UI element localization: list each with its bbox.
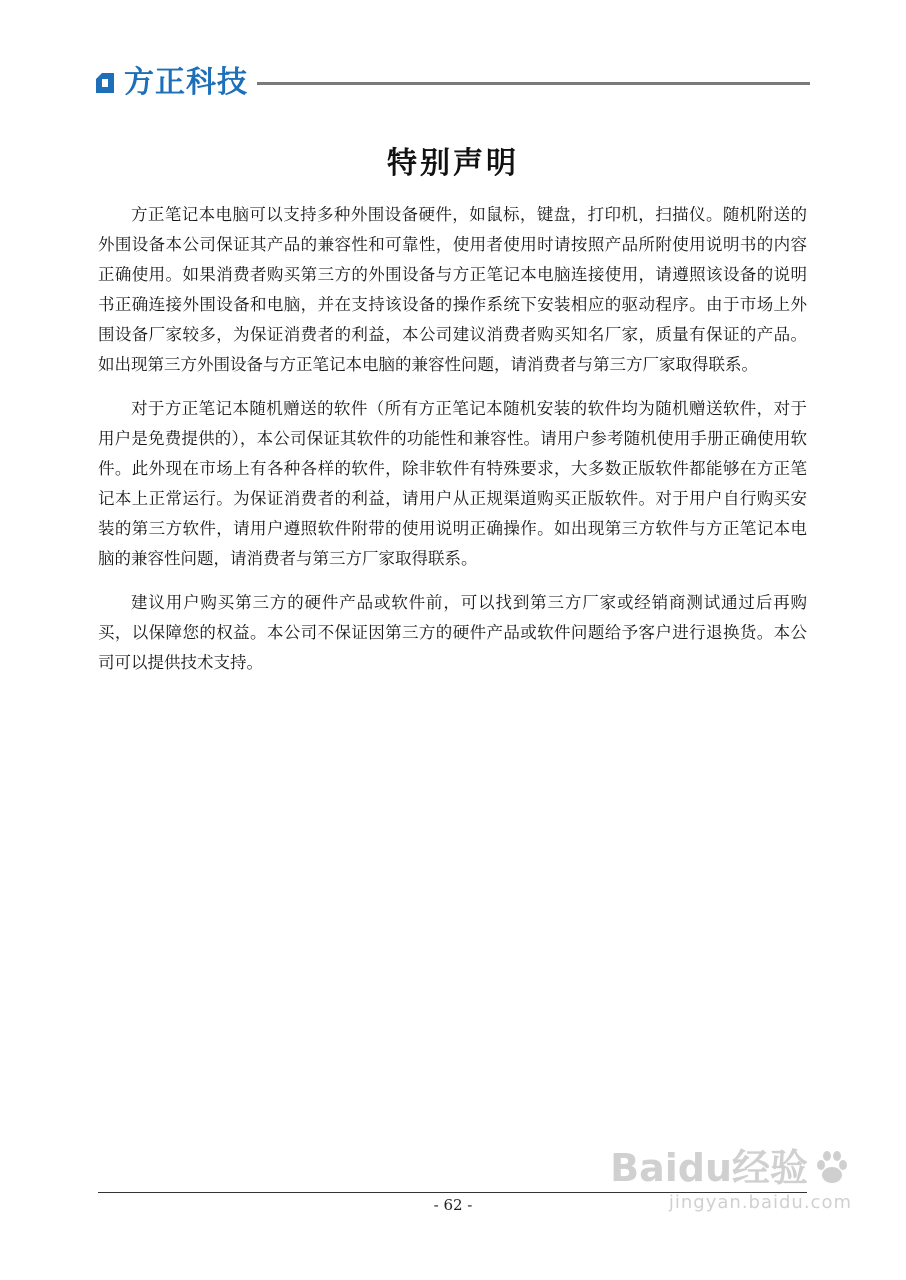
page-header bbox=[92, 62, 810, 102]
page-number: - 62 - bbox=[433, 1196, 473, 1214]
page-title: 特别声明 bbox=[387, 146, 519, 181]
header-rule bbox=[257, 82, 810, 85]
founder-logo bbox=[92, 66, 248, 100]
founder-logo-icon bbox=[92, 70, 118, 96]
paragraph-peripherals: 方正笔记本电脑可以支持多种外围设备硬件，如鼠标，键盘，打印机，扫描仪。随机附送的外围设备本公司保证其产品的兼容性和可靠性，使用者使用时请按照产品所附使用说明书的内容正确使用。如果消费者购买第三方的外围设备与方正笔记本电脑连接使用，请遵照该设备的说明书正确连接外围设备和电脑，并在支持该设备的操作系统下安装相应的驱动程序。由于市场上外围设备厂家较多，为保证消费者的利益，本公司建议消费者购买知名厂家，质量有保证的产品。如出现第三方外围设备与方正笔记本电脑的兼容性问题，请消费者与第三方厂家取得联系。 bbox=[98, 205, 807, 374]
watermark-url: jingyan.baidu.com bbox=[668, 1192, 852, 1213]
baidu-watermark bbox=[610, 1146, 852, 1213]
paragraph-recommendation: 建议用户购买第三方的硬件产品或软件前，可以找到第三方厂家或经销商测试通过后再购买，以保障您的权益。本公司不保证因第三方的硬件产品或软件问题给予客户进行退换货。本公司可以提供技术支持。 bbox=[98, 593, 807, 672]
logo-text: 方正科技 bbox=[124, 65, 248, 100]
watermark-text: Baidu经验 bbox=[610, 1146, 808, 1190]
baidu-paw-icon bbox=[812, 1148, 852, 1188]
document-body bbox=[98, 200, 807, 692]
paragraph-software: 对于方正笔记本随机赠送的软件（所有方正笔记本随机安装的软件均为随机赠送软件，对于用户是免费提供的），本公司保证其软件的功能性和兼容性。请用户参考随机使用手册正确使用软件。此外现在市场上有各种各样的软件，除非软件有特殊要求，大多数正版软件都能够在方正笔记本上正常运行。为保证消费者的利益，请用户从正规渠道购买正版软件。对于用户自行购买安装的第三方软件，请用户遵照软件附带的使用说明正确操作。如出现第三方软件与方正笔记本电脑的兼容性问题，请消费者与第三方厂家取得联系。 bbox=[98, 399, 807, 568]
